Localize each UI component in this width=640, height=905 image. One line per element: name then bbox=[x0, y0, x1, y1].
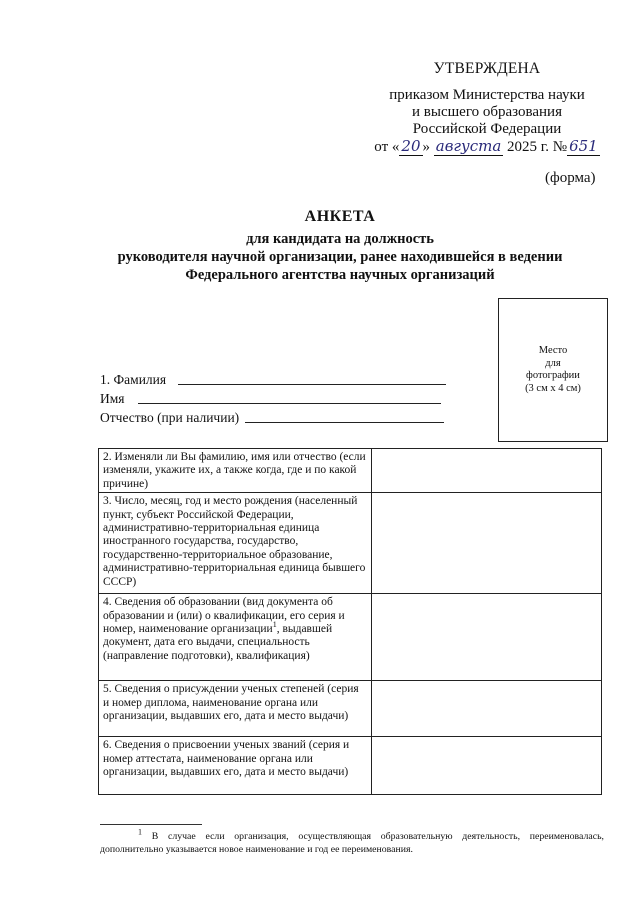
photo-line-2: для bbox=[545, 357, 561, 369]
photo-line-1: Место bbox=[538, 345, 568, 356]
surname-field[interactable] bbox=[178, 383, 446, 385]
document-title: АНКЕТА bbox=[304, 208, 376, 225]
title-line-1: для кандидата на должность bbox=[246, 231, 434, 247]
table-row bbox=[99, 594, 602, 681]
photo-line-4: (3 см х 4 см) bbox=[525, 382, 581, 394]
answer-cell[interactable] bbox=[372, 594, 602, 681]
question-cell: 5. Сведения о присуждении ученых степеней (серия и номер диплома, наименование органа или организации, выдавших его, дата и место выдачи) bbox=[99, 681, 372, 737]
photo-line-3: фотографии bbox=[526, 370, 580, 381]
order-date-line bbox=[372, 138, 602, 156]
name-label: Имя bbox=[100, 391, 125, 406]
answer-cell[interactable] bbox=[372, 681, 602, 737]
footnote-divider bbox=[100, 824, 202, 825]
footnote-text: В случае если организация, осуществляющая образовательную деятельность, переименовалась, дополнительно указывается новое наименование и год ее переименования. bbox=[100, 831, 604, 855]
surname-row bbox=[100, 372, 446, 388]
question-text-b: , выдавшей документ, дата его выдачи, специальность (направление подготовки), квалификация) bbox=[103, 623, 333, 662]
question-cell: 6. Сведения о присвоении ученых званий (серия и номер аттестата, наименование органа или организации, выдавших его, дата и место выдачи) bbox=[99, 737, 372, 795]
approval-line-education: и высшего образования bbox=[412, 104, 562, 120]
answer-cell[interactable] bbox=[372, 737, 602, 795]
table-row bbox=[99, 737, 602, 795]
order-number: 651 bbox=[569, 137, 598, 155]
form-label: (форма) bbox=[545, 170, 596, 186]
patronymic-label: Отчество (при наличии) bbox=[100, 410, 240, 425]
order-prefix: от « bbox=[374, 139, 400, 155]
approval-line-ministry: приказом Министерства науки bbox=[389, 87, 585, 103]
order-day: 20 bbox=[401, 137, 421, 155]
footnote-marker: 1 bbox=[138, 827, 142, 837]
surname-label: 1. Фамилия bbox=[100, 372, 167, 387]
document-title-block bbox=[80, 208, 600, 284]
approval-heading: УТВЕРЖДЕНА bbox=[433, 60, 541, 77]
title-line-3: Федерального агентства научных организаций bbox=[185, 267, 495, 283]
table-row bbox=[99, 449, 602, 493]
patronymic-field[interactable] bbox=[245, 421, 444, 423]
title-line-2: руководителя научной организации, ранее находившейся в ведении bbox=[117, 249, 563, 265]
order-day-close: » bbox=[422, 139, 430, 155]
footnote bbox=[100, 827, 604, 856]
name-field[interactable] bbox=[138, 402, 441, 404]
name-row bbox=[100, 391, 441, 407]
table-row bbox=[99, 493, 602, 594]
approval-block bbox=[372, 60, 602, 156]
patronymic-row bbox=[100, 410, 444, 426]
answer-cell[interactable] bbox=[372, 449, 602, 493]
footnote-ref: 1 bbox=[272, 620, 277, 630]
approval-line-federation: Российской Федерации bbox=[412, 121, 562, 137]
answer-cell[interactable] bbox=[372, 493, 602, 594]
question-cell bbox=[99, 594, 372, 681]
question-cell: 2. Изменяли ли Вы фамилию, имя или отчество (если изменяли, укажите их, а также когда, где и по какой причине) bbox=[99, 449, 372, 493]
order-month: августа bbox=[435, 137, 502, 155]
questionnaire-table bbox=[98, 448, 602, 795]
table-row bbox=[99, 681, 602, 737]
question-text-a: 4. Сведения об образовании (вид документа об образовании и (или) о квалификации, его серия и номер, наименование организации bbox=[103, 596, 345, 636]
photo-placeholder bbox=[498, 298, 608, 442]
question-cell: 3. Число, месяц, год и место рождения (населенный пункт, субъект Российской Федерации, административно-территориальная единица иностранного государства, государство, государственно-территориальное образование, административно-территориальная единица бывшего СССР) bbox=[99, 493, 372, 594]
order-year: 2025 г. № bbox=[507, 139, 568, 155]
